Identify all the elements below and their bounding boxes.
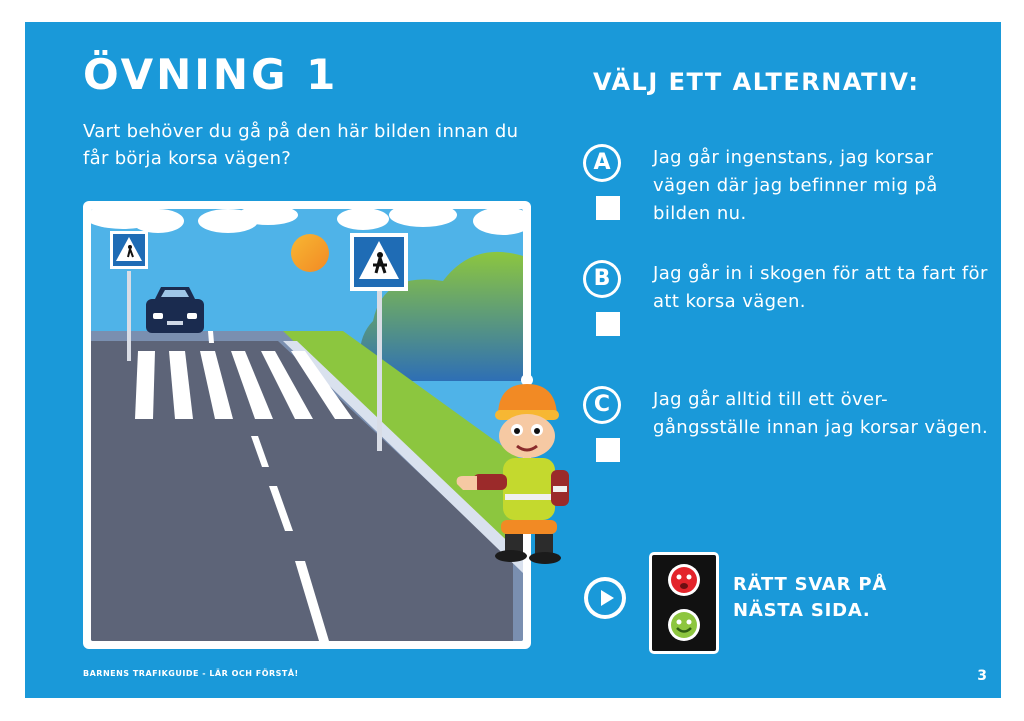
answer-note [733,572,887,624]
option-c-text: Jag går alltid till ett över-gångsställe innan jag korsar vägen. [653,389,989,438]
option-c [583,386,1001,476]
sun [291,234,329,272]
option-a-text: Jag går ingenstans, jag korsar vägen där jag befinner mig på bilden nu. [653,147,938,224]
option-a-checkbox[interactable] [596,196,620,220]
play-icon[interactable] [584,577,626,619]
answer-note-line2: NÄSTA SIDA. [733,600,871,621]
traffic-light-icon [649,552,719,654]
option-b-badge [583,260,621,298]
option-a [583,144,1001,234]
answer-note-line1: RÄTT SVAR PÅ [733,574,888,595]
option-a-letter: A [586,147,618,179]
option-b-text: Jag går in i skogen för att ta fart för att korsa vägen. [653,263,988,312]
boy-mascot [453,374,583,564]
option-c-checkbox[interactable] [596,438,620,462]
option-b-letter: B [586,263,618,295]
option-c-letter: C [586,389,618,421]
footer-title: BARNENS TRAFIKGUIDE - LÄR OCH FÖRSTÅ! [83,669,299,678]
question-text: Vart behöver du gå på den här bilden innan du får börja korsa vägen? [83,121,519,169]
page-title: ÖVNING 1 [83,50,339,99]
option-a-badge [583,144,621,182]
option-b-checkbox[interactable] [596,312,620,336]
option-b [583,260,1001,350]
choose-option-heading: VÄLJ ETT ALTERNATIV: [593,68,920,96]
page-number: 3 [977,668,987,684]
exercise-page [25,22,1001,698]
option-c-badge [583,386,621,424]
